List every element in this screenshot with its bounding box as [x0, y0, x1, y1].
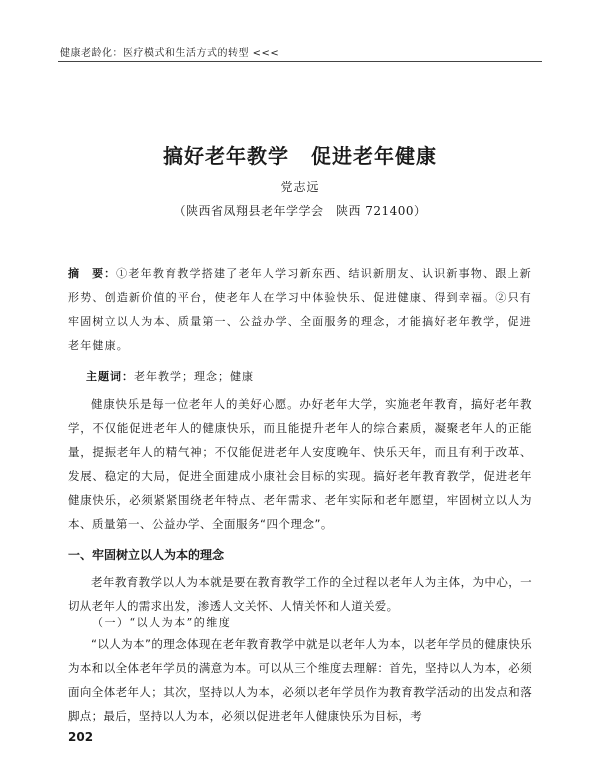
title-part-2: 促进老年健康	[311, 144, 437, 168]
abstract	[68, 262, 532, 358]
author-name: 党志远	[280, 180, 320, 194]
keywords-label: 主题词：	[86, 370, 134, 383]
section-1-heading: 一、牢固树立以人为本的理念	[68, 548, 225, 562]
keywords-text: 老年教学；理念；健康	[134, 370, 254, 383]
header-divider	[58, 61, 542, 62]
subsection-1-heading: （一）“以人为本”的维度	[92, 616, 232, 629]
page-number: 202	[68, 730, 94, 744]
section-1-paragraph: 老年教育教学以人为本就是要在教育教学工作的全过程以老年人为主体，为中心，一切从老年人的需求出发，渗透人文关怀、人情关怀和人道关爱。	[68, 575, 532, 613]
abstract-text: ①老年教育教学搭建了老年人学习新东西、结识新朋友、认识新事物、跟上新形势、创造新价值的平台，使老年人在学习中体验快乐、促进健康、得到幸福。②只有牢固树立以人为本、质量第一、公益办学、全面服务的理念，才能搞好老年教学，促进老年健康。	[68, 267, 532, 352]
title-part-1: 搞好老年教学	[163, 144, 289, 168]
intro-paragraph: 健康快乐是每一位老年人的美好心愿。办好老年大学，实施老年教育，搞好老年教学，不仅能促进老年人的健康快乐，而且能提升老年人的综合素质，凝聚老年人的正能量，提振老年人的精气神；不仅能促进老年人安度晚年、快乐天年，而且有利于改革、发展、稳定的大局，促进全面建成小康社会目标的实现。搞好老年教育教学，促进老年健康快乐，必须紧紧围绕老年特点、老年需求、老年实际和老年愿望，牢固树立以人为本、质量第一、公益办学、全面服务“四个理念”。	[68, 397, 532, 531]
article-title	[0, 140, 600, 169]
abstract-label: 摘 要：	[68, 267, 117, 280]
author-affiliation: （陕西省凤翔县老年学学会 陕西 721400）	[173, 204, 427, 218]
running-header: 健康老龄化：医疗模式和生活方式的转型 <<<	[60, 48, 280, 59]
subsection-1-paragraph: “以人为本”的理念体现在老年教育教学中就是以老年人为本，以老年学员的健康快乐为本和以全体老年学员的满意为本。可以从三个维度去理解：首先，坚持以人为本，必须面向全体老年人；其次，坚持以人为本，必须以老年学员作为教育教学活动的出发点和落脚点；最后，坚持以人为本，必须以促进老年人健康快乐为目标，考	[68, 637, 532, 723]
keywords	[86, 368, 532, 384]
